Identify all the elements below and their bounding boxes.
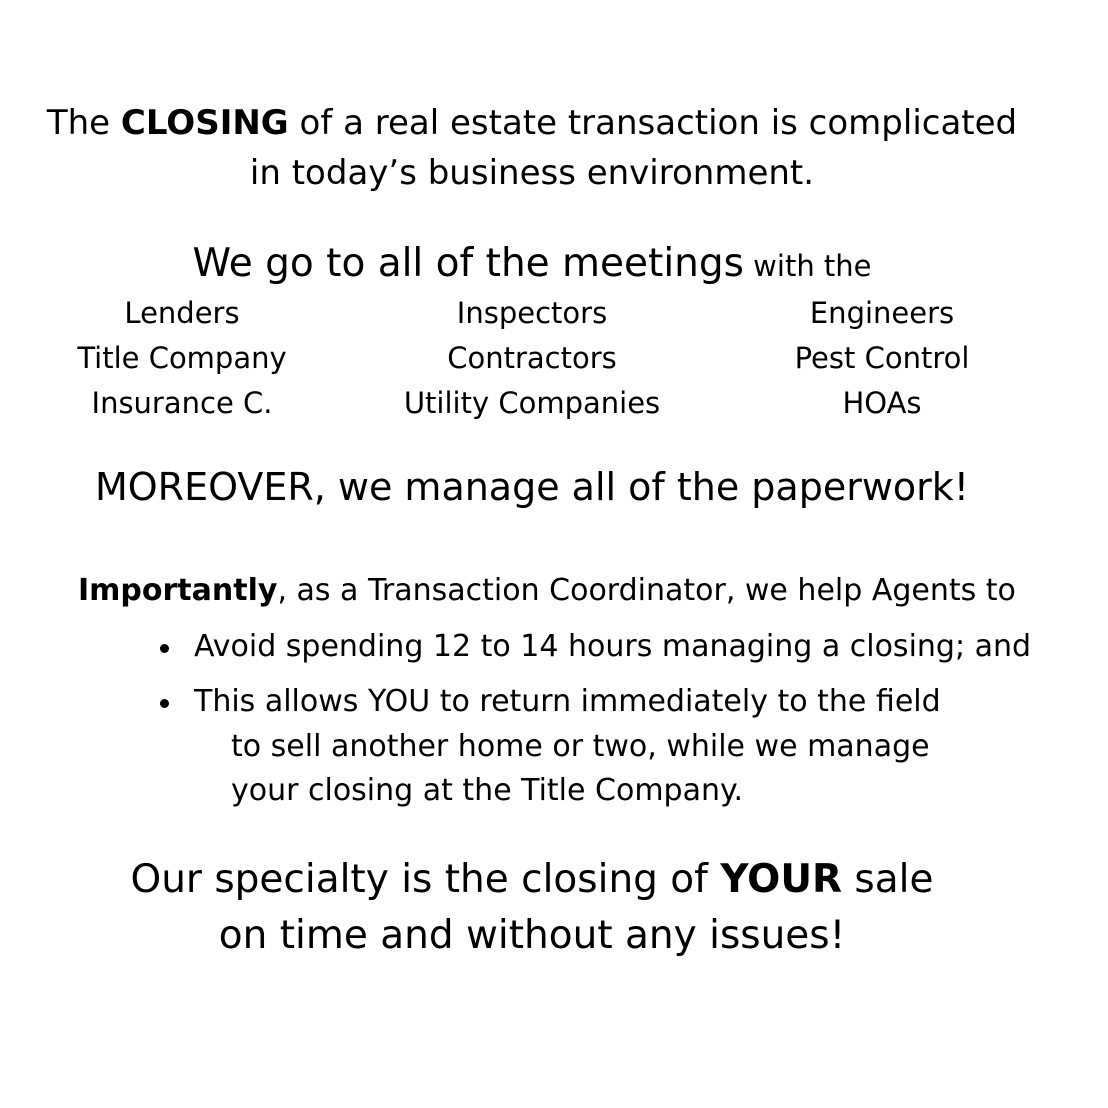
bullet-icon: [160, 699, 169, 708]
specialty-line-2: on time and without any issues!: [218, 913, 846, 958]
specialty-line-1: [0, 857, 1064, 902]
importantly-rest: , as a Transaction Coordinator, we help Agents to: [277, 573, 1016, 608]
party-pest-control: Pest Control: [794, 341, 970, 375]
meetings-heading: [0, 241, 1064, 286]
meetings-heading-small: with the: [743, 249, 872, 283]
bullet-2-line-3: your closing at the Title Company.: [231, 773, 743, 808]
party-lenders: Lenders: [124, 296, 240, 330]
importantly-bold: Importantly: [78, 573, 278, 608]
party-hoas: HOAs: [842, 386, 922, 420]
bullet-2-line-1: This allows YOU to return immediately to the field: [194, 684, 941, 719]
bullet-1-line-1: Avoid spending 12 to 14 hours managing a closing; and: [194, 629, 1032, 664]
intro-text-post: of a real estate transaction is complicated: [288, 103, 1018, 143]
party-engineers: Engineers: [809, 296, 955, 330]
specialty-your-bold: YOUR: [720, 857, 843, 902]
moreover-statement: MOREOVER, we manage all of the paperwork!: [94, 465, 970, 509]
bullet-2-line-2: to sell another home or two, while we manage: [231, 729, 930, 764]
party-utility-companies: Utility Companies: [403, 386, 661, 420]
intro-line-2: in today’s business environment.: [249, 153, 815, 193]
importantly-line: [78, 573, 1016, 608]
party-title-company: Title Company: [77, 341, 287, 375]
party-insurance: Insurance C.: [91, 386, 273, 420]
bullet-icon: [160, 644, 169, 653]
meetings-heading-large: We go to all of the meetings: [192, 241, 744, 286]
party-contractors: Contractors: [447, 341, 617, 375]
party-inspectors: Inspectors: [456, 296, 608, 330]
intro-closing-bold: CLOSING: [120, 103, 289, 143]
intro-text-pre: The: [46, 103, 121, 143]
intro-line-1: [0, 103, 1064, 143]
specialty-text-post: sale: [842, 857, 934, 902]
specialty-text-pre: Our specialty is the closing of: [130, 857, 721, 902]
